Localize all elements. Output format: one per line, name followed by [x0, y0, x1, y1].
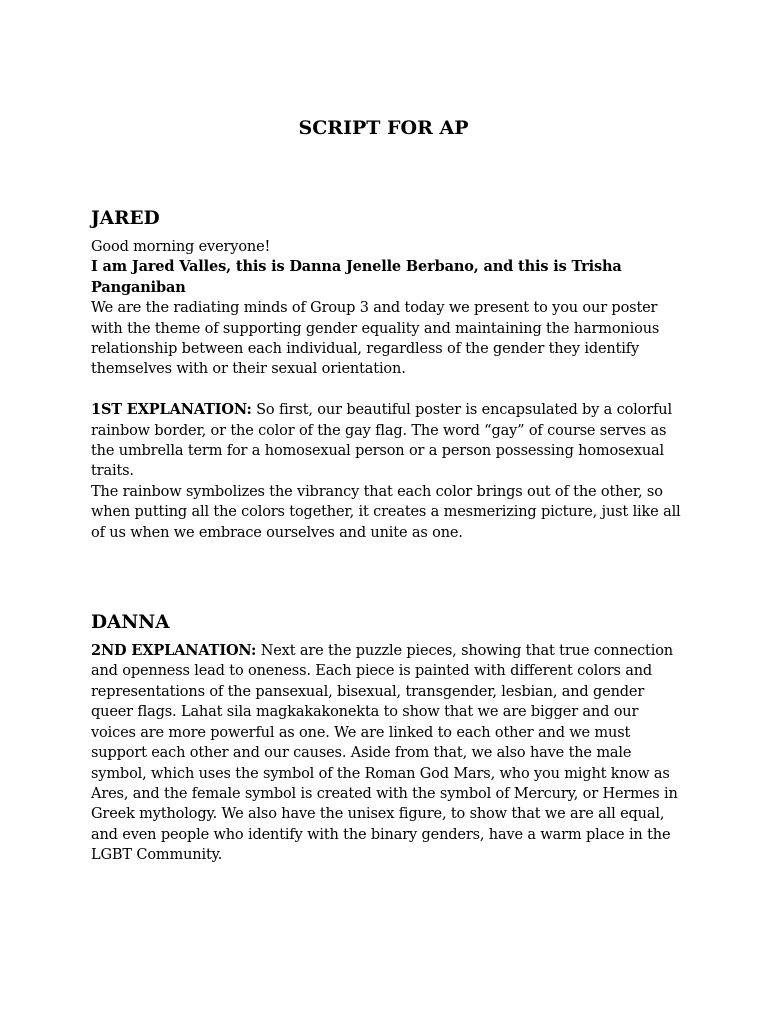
explanation-continued: The rainbow symbolizes the vibrancy that each color brings out of the other, so when putting all the colors together, it creates a mesmerizing picture, just like all of us when we embrace ourselves and unite as one. [91, 483, 681, 541]
explanation-label: 2ND EXPLANATION: [91, 642, 257, 660]
document-content [91, 115, 681, 866]
explanation-paragraph [91, 641, 681, 865]
explanation-text: Next are the puzzle pieces, showing that true connection and openness lead to oneness. Each piece is painted with different colors and representations of the pansexual, bisexual, transgender, lesbian, and gender queer flags. Lahat sila magkakakonekta to show that we are bigger and our voices are more powerful as one. We are linked to each other and we must support each other and our causes. Aside from that, we also have the male symbol, which uses the symbol of the Roman God Mars, who you might know as Ares, and the female symbol is created with the symbol of Mercury, or Hermes in Greek mythology. We also have the unisex figure, to show that we are all equal, and even people who identify with the binary genders, have a warm place in the LGBT Community. [91, 643, 678, 864]
speaker-heading: DANNA [91, 612, 170, 634]
introduction-text: I am Jared Valles, this is Danna Jenelle Berbano, and this is Trisha Panganiban [91, 258, 622, 296]
explanation-text: So first, our beautiful poster is encapsulated by a colorful rainbow border, or the color of the gay flag. The word “gay” of course serves as the umbrella term for a homosexual person or a person possessing homosexual traits. [91, 402, 672, 480]
theme-paragraph: We are the radiating minds of Group 3 and today we present to you our poster with the theme of supporting gender equality and maintaining the harmonious relationship between each individual, regardless of the gender they identify themselves with or their sexual orientation. [91, 300, 660, 378]
speaker-heading: JARED [91, 208, 160, 229]
section-spacer [91, 543, 681, 611]
document-title: SCRIPT FOR AP [298, 117, 469, 139]
greeting-text: Good morning everyone! [91, 239, 271, 255]
explanation-paragraph [91, 400, 681, 482]
section-jared [91, 207, 681, 543]
section-danna [91, 611, 681, 865]
explanation-label: 1ST EXPLANATION: [91, 401, 252, 419]
